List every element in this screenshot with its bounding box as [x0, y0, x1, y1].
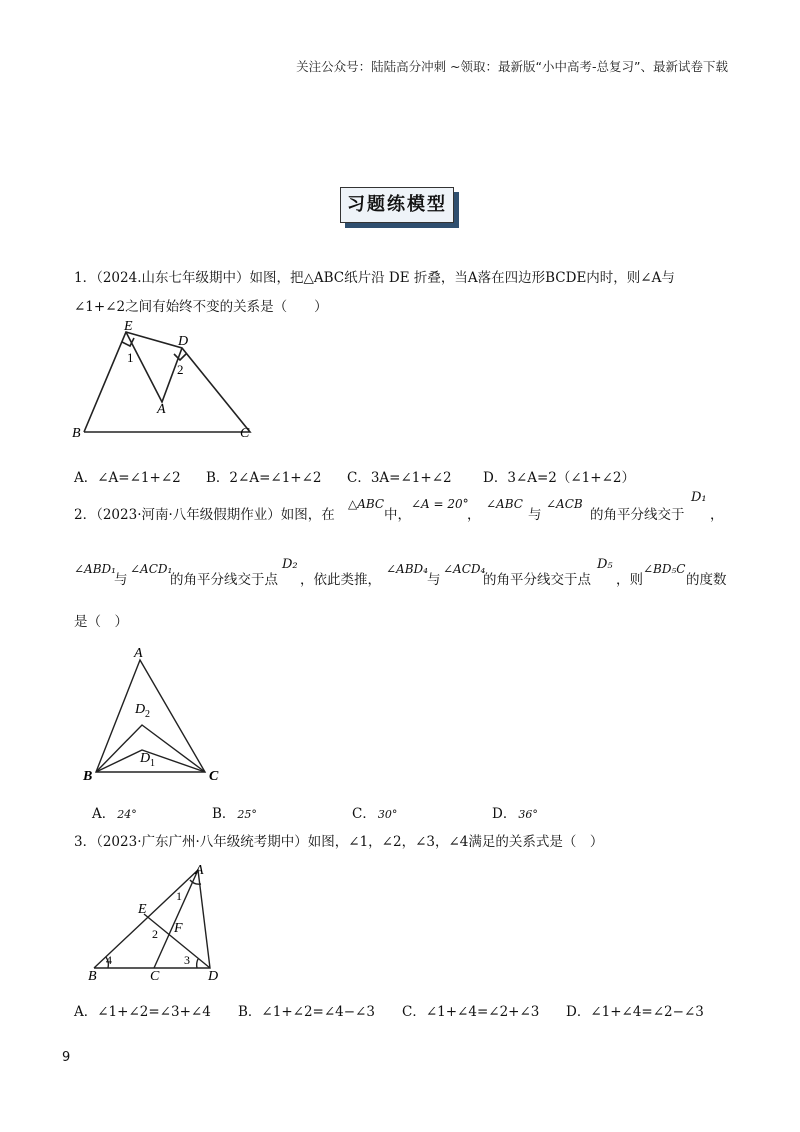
q2-option-d [492, 802, 538, 822]
q2-with2: 与 [114, 572, 128, 588]
q2-label-D2-sub: 2 [145, 709, 150, 720]
q2-label-D2: D [135, 702, 146, 717]
q2-option-c-value: 30° [377, 808, 398, 821]
q3-label-A: A [195, 863, 204, 878]
q2-label-D1: D [140, 751, 151, 766]
q1-figure [70, 320, 270, 445]
q3-option-d: D．∠1+∠4=∠2−∠3 [566, 1004, 704, 1020]
page-header: 关注公众号：陆陆高分冲刺 ~领取：最新版“小中高考-总复习”、最新试卷下载 [296, 59, 728, 74]
q2-line2-a: 的角平分线交于点 [170, 572, 278, 588]
section-title: 习题练模型 [340, 187, 454, 223]
q2-text-zhong: 中， [384, 507, 411, 523]
q1-line2: ∠1+∠2之间有始终不变的关系是（ ） [74, 299, 328, 315]
q2-option-b-value: 25° [237, 808, 257, 821]
q1-option-d: D．3∠A=2（∠1+∠2） [483, 470, 635, 486]
q1-label-2: 2 [177, 362, 184, 377]
q3-label-F: F [174, 921, 183, 936]
q2-line2-c: 的角平分线交于点 [483, 572, 591, 588]
q3-label-B: B [88, 969, 97, 984]
q2-angle-abc: ∠ABC [486, 497, 523, 511]
q2-angle-a: ∠A = 20° [411, 497, 469, 511]
q1-label-1: 1 [127, 350, 134, 365]
q2-comma1: ， [467, 507, 481, 523]
q2-angle-abd1: ∠ABD₁ [74, 562, 116, 576]
q3-option-c: C．∠1+∠4=∠2+∠3 [402, 1004, 540, 1020]
q2-with1: 与 [528, 507, 542, 523]
q2-angle-acb: ∠ACB [546, 497, 583, 511]
q1-label-A: A [157, 402, 166, 417]
q2-label-B: B [83, 769, 93, 784]
q1-option-a: A．∠A=∠1+∠2 [74, 470, 181, 486]
q2-angle-abd4: ∠ABD₄ [386, 562, 428, 576]
q2-line2-e: 的度数 [686, 572, 727, 588]
q3-label-3: 3 [184, 953, 190, 967]
q2-option-a-letter: A． [92, 806, 116, 822]
q1-option-c: C．3A=∠1+∠2 [347, 470, 452, 486]
q2-option-c [352, 802, 397, 822]
q1-label-C: C [240, 426, 250, 441]
q1-line1: 1．（2024.山东七年级期中）如图，把△ABC纸片沿 DE 折叠，当A落在四边形BCDE内时，则∠A与 [74, 270, 675, 286]
q3-option-b: B．∠1+∠2=∠4−∠3 [238, 1004, 375, 1020]
q3-label-1: 1 [176, 889, 182, 903]
q2-option-b-letter: B． [212, 806, 236, 822]
q2-line2-b: ，依此类推， [300, 572, 381, 588]
q2-triangle-abc: △ABC [348, 497, 385, 511]
q2-option-b [212, 802, 257, 822]
q2-line1-c: 的角平分线交于 [590, 507, 685, 523]
q2-angle-acd4: ∠ACD₄ [443, 562, 486, 576]
q3-figure [80, 856, 240, 986]
q1-label-E: E [124, 320, 133, 334]
q2-end1: ， [710, 507, 724, 523]
q2-figure [78, 640, 238, 788]
q3-option-a: A．∠1+∠2=∠3+∠4 [74, 1004, 211, 1020]
q2-point-d1: D₁ [691, 490, 707, 505]
q1-option-b: B．2∠A=∠1+∠2 [206, 470, 322, 486]
q1-label-D: D [178, 334, 189, 349]
q2-point-d2: D₂ [282, 557, 298, 572]
q3-label-4: 4 [106, 953, 112, 967]
q3-label-D: D [208, 969, 219, 984]
q2-label-D1-sub: 1 [150, 758, 155, 769]
q2-line1-a: 2．（2023·河南·八年级假期作业）如图，在 [74, 507, 335, 523]
q2-angle-acd1: ∠ACD₁ [130, 562, 173, 576]
q3-label-2: 2 [152, 927, 158, 941]
q2-label-C: C [209, 769, 219, 784]
q2-option-a-value: 24° [117, 808, 137, 821]
q2-line3: 是（ ） [74, 614, 128, 630]
q2-point-d5: D₅ [597, 557, 613, 572]
q1-label-B: B [72, 426, 81, 441]
q2-option-d-value: 36° [518, 808, 538, 821]
q3-label-C: C [150, 969, 160, 984]
q2-option-d-letter: D． [492, 806, 517, 822]
q2-option-a [92, 802, 137, 822]
q3-line1: 3．（2023·广东广州·八年级统考期中）如图，∠1，∠2，∠3，∠4满足的关系式是（ ） [74, 834, 604, 850]
q2-option-c-letter: C． [352, 806, 376, 822]
q3-label-E: E [138, 902, 147, 917]
q2-label-A: A [134, 646, 143, 661]
page-number: 9 [62, 1050, 71, 1065]
q2-line2-d: ，则 [616, 572, 643, 588]
q2-with3: 与 [427, 572, 441, 588]
q2-angle-bd5c: ∠BD₅C [643, 562, 686, 576]
